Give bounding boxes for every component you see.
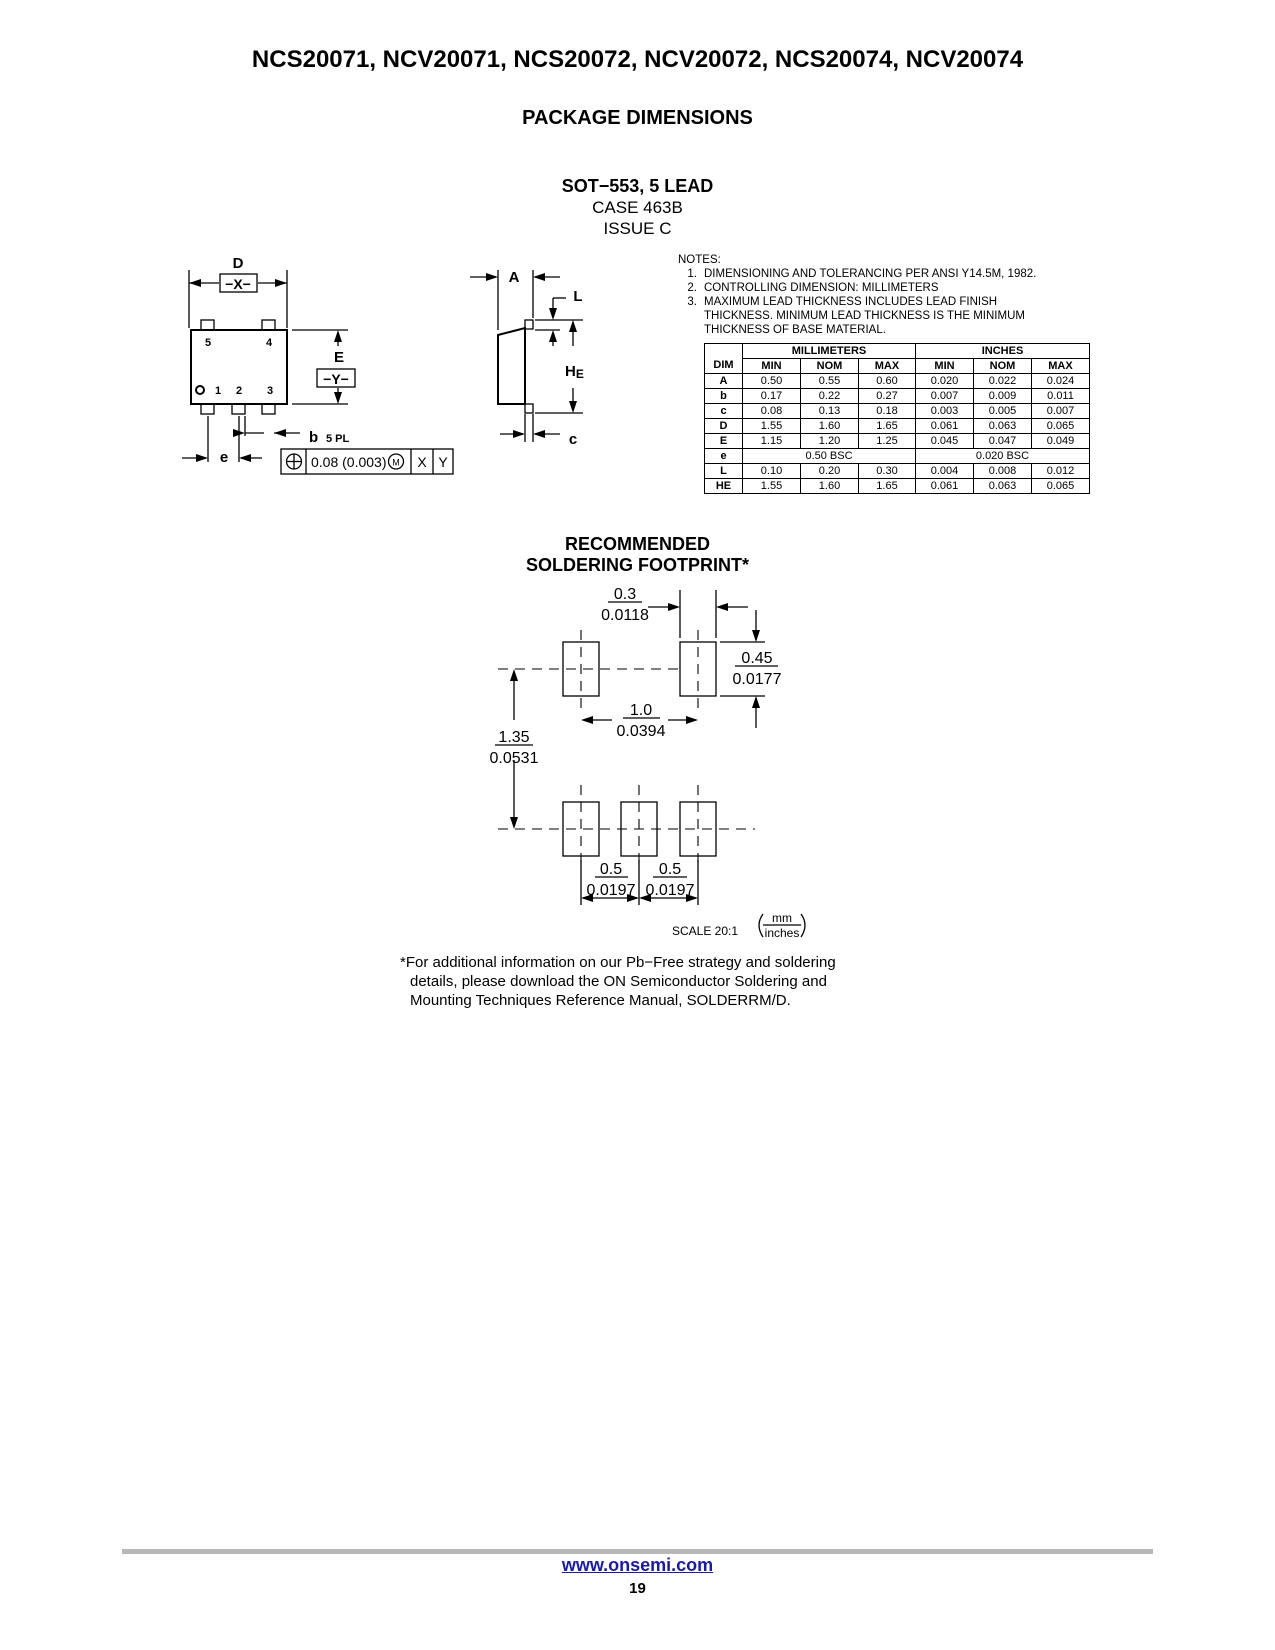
tolerance-value: 0.08 (0.003) — [311, 454, 387, 470]
note-item: THICKNESS OF BASE MATERIAL. — [704, 324, 886, 336]
table-row: c 0.08 0.13 0.18 0.003 0.005 0.007 — [705, 404, 1090, 419]
label-b: b — [309, 429, 319, 446]
fp-unit-inches: inches — [764, 926, 800, 940]
footprint-title: RECOMMENDED SOLDERING FOOTPRINT* — [525, 534, 749, 575]
footnote: *For additional information on our Pb−Free strategy and soldering details, please download the ON Semiconductor Soldering and Mounting Techniques Reference Manual, SOLDERRM/D. — [400, 954, 836, 1009]
modifier-m: M — [392, 457, 400, 468]
label-he-main: H — [565, 363, 576, 380]
table-row: E 1.15 1.20 1.25 0.045 0.047 0.049 — [705, 434, 1090, 449]
label-b-5pl: 5 PL — [326, 433, 350, 445]
table-row: L 0.10 0.20 0.30 0.004 0.008 0.012 — [705, 464, 1090, 479]
pin-1-label: 1 — [214, 385, 222, 397]
pin-4-label: 4 — [265, 337, 273, 349]
package-issue: ISSUE C — [603, 219, 672, 238]
notes-heading: NOTES: — [678, 254, 721, 266]
table-header-row: DIM MIN NOM MAX MIN NOM MAX — [705, 359, 1090, 374]
datum-ref-y: Y — [438, 454, 448, 470]
notes-block — [678, 253, 1098, 337]
fp-dim-0-45-in: 0.0177 — [732, 671, 782, 688]
datum-y: −Y− — [323, 371, 349, 387]
label-e-pitch: e — [219, 449, 229, 466]
fp-dim-0-5b-mm: 0.5 — [658, 861, 682, 878]
fp-scale: SCALE 20:1 — [672, 924, 739, 938]
fp-dim-1-0-in: 0.0394 — [616, 723, 666, 740]
fp-dim-0-5a-mm: 0.5 — [599, 861, 623, 878]
dimensions-table — [704, 343, 1090, 494]
table-row: e 0.50 BSC 0.020 BSC — [705, 449, 1090, 464]
pin-5-label: 5 — [204, 337, 212, 349]
fp-dim-0-3-in: 0.0118 — [601, 607, 649, 624]
fp-dim-0-45-mm: 0.45 — [741, 650, 773, 667]
footer-divider — [122, 1549, 1153, 1554]
fp-unit-mm: mm — [772, 911, 792, 925]
label-e-dim: E — [333, 349, 345, 366]
table-row: b 0.17 0.22 0.27 0.007 0.009 0.011 — [705, 389, 1090, 404]
fp-dim-0-3-mm: 0.3 — [613, 586, 637, 603]
label-c: c — [568, 431, 578, 448]
note-item: 3. MAXIMUM LEAD THICKNESS INCLUDES LEAD FINISH — [687, 296, 998, 308]
fp-dim-0-5b-in: 0.0197 — [645, 882, 695, 899]
datum-ref-x: X — [417, 454, 427, 470]
note-item: 1. DIMENSIONING AND TOLERANCING PER ANSI Y14.5M, 1982. — [687, 268, 1037, 280]
table-row: D 1.55 1.60 1.65 0.061 0.063 0.065 — [705, 419, 1090, 434]
datum-x: −X− — [225, 276, 251, 292]
footer-website-link[interactable]: www.onsemi.com — [561, 1555, 714, 1575]
page-number: 19 — [629, 1580, 646, 1597]
fp-dim-1-35-mm: 1.35 — [498, 729, 530, 746]
fp-dim-1-35-in: 0.0531 — [489, 750, 539, 767]
package-name: SOT−553, 5 LEAD — [561, 176, 714, 196]
group-millimeters: MILLIMETERS — [743, 344, 916, 359]
label-d: D — [232, 255, 244, 272]
label-he-sub: E — [575, 367, 584, 381]
document-title: NCS20071, NCV20071, NCS20072, NCV20072, NCS20074, NCV20074 — [251, 46, 1024, 73]
group-inches: INCHES — [916, 344, 1090, 359]
footprint-drawing — [0, 580, 1275, 940]
label-he — [565, 363, 584, 381]
table-row: A 0.50 0.55 0.60 0.020 0.022 0.024 — [705, 374, 1090, 389]
fp-dim-0-5a-in: 0.0197 — [586, 882, 636, 899]
package-case: CASE 463B — [592, 198, 683, 217]
pin-2-label: 2 — [235, 385, 243, 397]
fp-dim-1-0-mm: 1.0 — [629, 702, 653, 719]
label-l: L — [573, 288, 583, 305]
label-a: A — [508, 269, 520, 286]
note-item: 2. CONTROLLING DIMENSION: MILLIMETERS — [687, 282, 939, 294]
section-title: PACKAGE DIMENSIONS — [522, 107, 753, 129]
note-item: THICKNESS. MINIMUM LEAD THICKNESS IS THE MINIMUM — [704, 310, 1025, 322]
pin-3-label: 3 — [266, 385, 274, 397]
table-row: HE 1.55 1.60 1.65 0.061 0.063 0.065 — [705, 479, 1090, 494]
